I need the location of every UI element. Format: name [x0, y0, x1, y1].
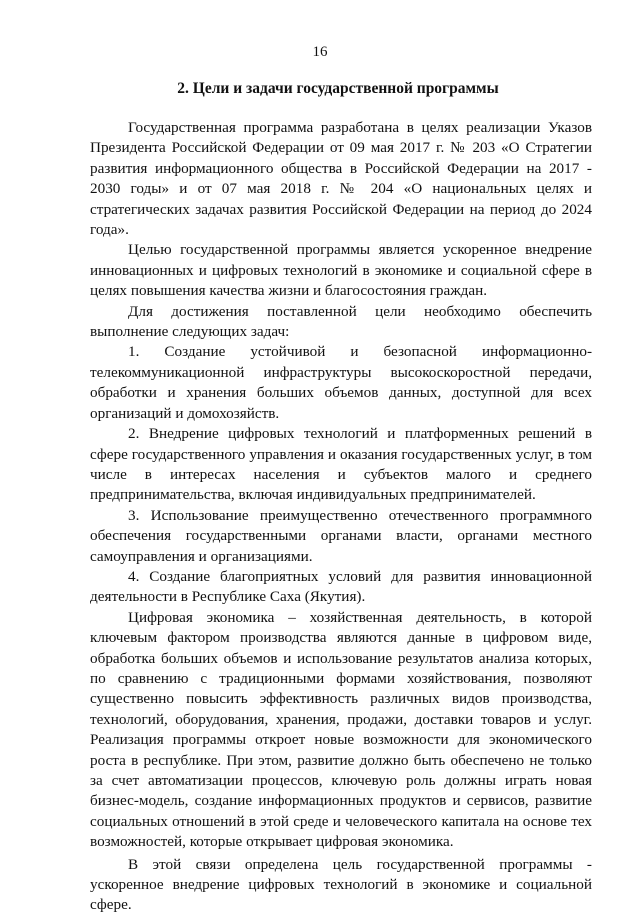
paragraph-conclusion: В этой связи определена цель государственной программы - ускоренное внедрение цифровых технологий в экономике и социальной сфере.	[90, 855, 592, 914]
paragraph-digital-economy: Цифровая экономика – хозяйственная деятельность, в которой ключевым фактором производства являются данные в цифровом виде, обработка больших объемов и использование результатов анализа которых, по сравнению с традиционными формами хозяйствования, позволяют существенно повысить эффективность различных видов производства, технологий, оборудования, хранения, продажи, доставки товаров и услуг. Реализация программы откроет новые возможности для экономического роста в республике. При этом, развитие должно быть обеспечено не только за счет автоматизации процессов, ключевую роль должны играть новая бизнес-модель, создание информационных продуктов и сервисов, развитие социальных отношений в этой среде и человеческого капитала на основе тех возможностей, которые открывает цифровая экономика.	[90, 608, 592, 851]
paragraph-tasks-intro: Для достижения поставленной цели необходимо обеспечить выполнение следующих задач:	[90, 302, 592, 341]
paragraph-task-1: 1. Создание устойчивой и безопасной информационно-телекоммуникационной инфраструктуры высокоскоростной передачи, обработки и хранения больших объемов данных, доступной для всех организаций и домохозяйств.	[90, 343, 592, 422]
section-heading: 2. Цели и задачи государственной программы	[177, 80, 499, 97]
paragraph-task-2: 2. Внедрение цифровых технологий и платформенных решений в сфере государственного управления и оказания государственных услуг, в том числе в интересах населения и субъектов малого и среднего предпринимательства, включая индивидуальных предпринимателей.	[90, 425, 592, 504]
paragraph-decree-reference: Государственная программа разработана в целях реализации Указов Президента Российской Федерации от 09 мая 2017 г. № 203 «О Стратегии развития информационного общества в Российской Федерации на 2017 - 2030 годы» и от 07 мая 2018 г. № 204 «О национальных целях и стратегических задачах развития Российской Федерации на период до 2024 года».	[90, 119, 592, 239]
page-number: 16	[312, 44, 328, 60]
paragraph-program-goal: Целью государственной программы является ускоренное внедрение инновационных и цифровых технологий в экономике и социальной сфере в целях повышения качества жизни и благосостояния граждан.	[90, 241, 592, 300]
paragraph-task-4: 4. Создание благоприятных условий для развития инновационной деятельности в Республике Саха (Якутия).	[90, 567, 592, 606]
paragraph-task-3: 3. Использование преимущественно отечественного программного обеспечения государственными органами власти, органами местного самоуправления и организациями.	[90, 506, 592, 565]
document-body	[90, 118, 592, 916]
